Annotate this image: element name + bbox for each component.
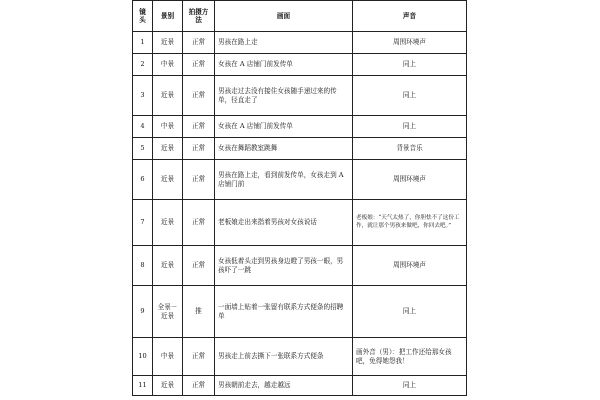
cell-shot: 6 [133, 160, 153, 200]
cell-scene: 近景 [153, 160, 183, 200]
header-scene: 景别 [153, 1, 183, 32]
table-row [133, 32, 467, 54]
header-shot: 镜头 [133, 1, 153, 32]
cell-sound: 同上 [353, 286, 467, 338]
cell-sound: 周围环境声 [353, 246, 467, 286]
table-row [133, 54, 467, 76]
cell-picture: 男孩朝前走去，越走越远 [215, 376, 353, 396]
table-row [133, 138, 467, 160]
cell-scene: 近景 [153, 138, 183, 160]
cell-shot: 7 [133, 200, 153, 246]
cell-method: 正常 [183, 54, 215, 76]
storyboard-table [132, 0, 467, 396]
cell-scene: 全景－近景 [153, 286, 183, 338]
cell-scene: 近景 [153, 200, 183, 246]
cell-method: 正常 [183, 246, 215, 286]
cell-method: 正常 [183, 338, 215, 376]
cell-picture: 男孩走上前去撕下一张联系方式便条 [215, 338, 353, 376]
table-row [133, 246, 467, 286]
header-row [133, 1, 467, 32]
cell-picture: 女孩在 A 店铺门前发传单 [215, 54, 353, 76]
cell-picture: 男孩走过去没有接住女孩随手递过来的传单，径直走了 [215, 76, 353, 116]
table-row [133, 160, 467, 200]
cell-method: 正常 [183, 32, 215, 54]
cell-scene: 中景 [153, 54, 183, 76]
cell-picture: 女孩在 A 店铺门前发传单 [215, 116, 353, 138]
cell-method: 正常 [183, 160, 215, 200]
cell-scene: 近景 [153, 246, 183, 286]
cell-shot: 8 [133, 246, 153, 286]
cell-scene: 近景 [153, 76, 183, 116]
cell-sound: 同上 [353, 76, 467, 116]
cell-method: 正常 [183, 376, 215, 396]
cell-picture: 女孩在舞蹈教室跳舞 [215, 138, 353, 160]
cell-sound: 周围环境声 [353, 32, 467, 54]
cell-sound: 同上 [353, 376, 467, 396]
cell-picture: 一面墙上贴着一张留有联系方式便条的招聘单 [215, 286, 353, 338]
cell-sound: 画外音（男）：把工作还给那女孩吧，免得她怨我！ [353, 338, 467, 376]
cell-scene: 近景 [153, 376, 183, 396]
cell-method: 推 [183, 286, 215, 338]
cell-shot: 4 [133, 116, 153, 138]
header-sound: 声音 [353, 1, 467, 32]
header-method: 拍摄方法 [183, 1, 215, 32]
cell-method: 正常 [183, 76, 215, 116]
table-row [133, 116, 467, 138]
cell-shot: 2 [133, 54, 153, 76]
cell-picture: 女孩低着头走到男孩身边瞪了男孩一眼，男孩吓了一跳 [215, 246, 353, 286]
cell-scene: 中景 [153, 338, 183, 376]
cell-shot: 9 [133, 286, 153, 338]
cell-sound: 背景音乐 [353, 138, 467, 160]
cell-sound: 同上 [353, 54, 467, 76]
table-row [133, 376, 467, 396]
cell-picture: 男孩在路上走 [215, 32, 353, 54]
cell-shot: 11 [133, 376, 153, 396]
cell-shot: 5 [133, 138, 153, 160]
cell-sound: 周围环境声 [353, 160, 467, 200]
cell-sound: 老板娘：“天气太热了，你胆怯不了这份工作，就让那个男孩来做吧，你回去吧。” [353, 200, 467, 246]
cell-method: 正常 [183, 200, 215, 246]
header-picture: 画面 [215, 1, 353, 32]
cell-picture: 老板娘走出来指着男孩对女孩说话 [215, 200, 353, 246]
cell-scene: 近景 [153, 32, 183, 54]
cell-shot: 1 [133, 32, 153, 54]
table-row [133, 286, 467, 338]
cell-scene: 中景 [153, 116, 183, 138]
cell-method: 正常 [183, 116, 215, 138]
cell-sound: 同上 [353, 116, 467, 138]
cell-shot: 10 [133, 338, 153, 376]
cell-picture: 男孩在路上走，看到前发传单，女孩走到 A 店铺门前 [215, 160, 353, 200]
table-row [133, 76, 467, 116]
cell-method: 正常 [183, 138, 215, 160]
table-row [133, 200, 467, 246]
table-row [133, 338, 467, 376]
cell-shot: 3 [133, 76, 153, 116]
